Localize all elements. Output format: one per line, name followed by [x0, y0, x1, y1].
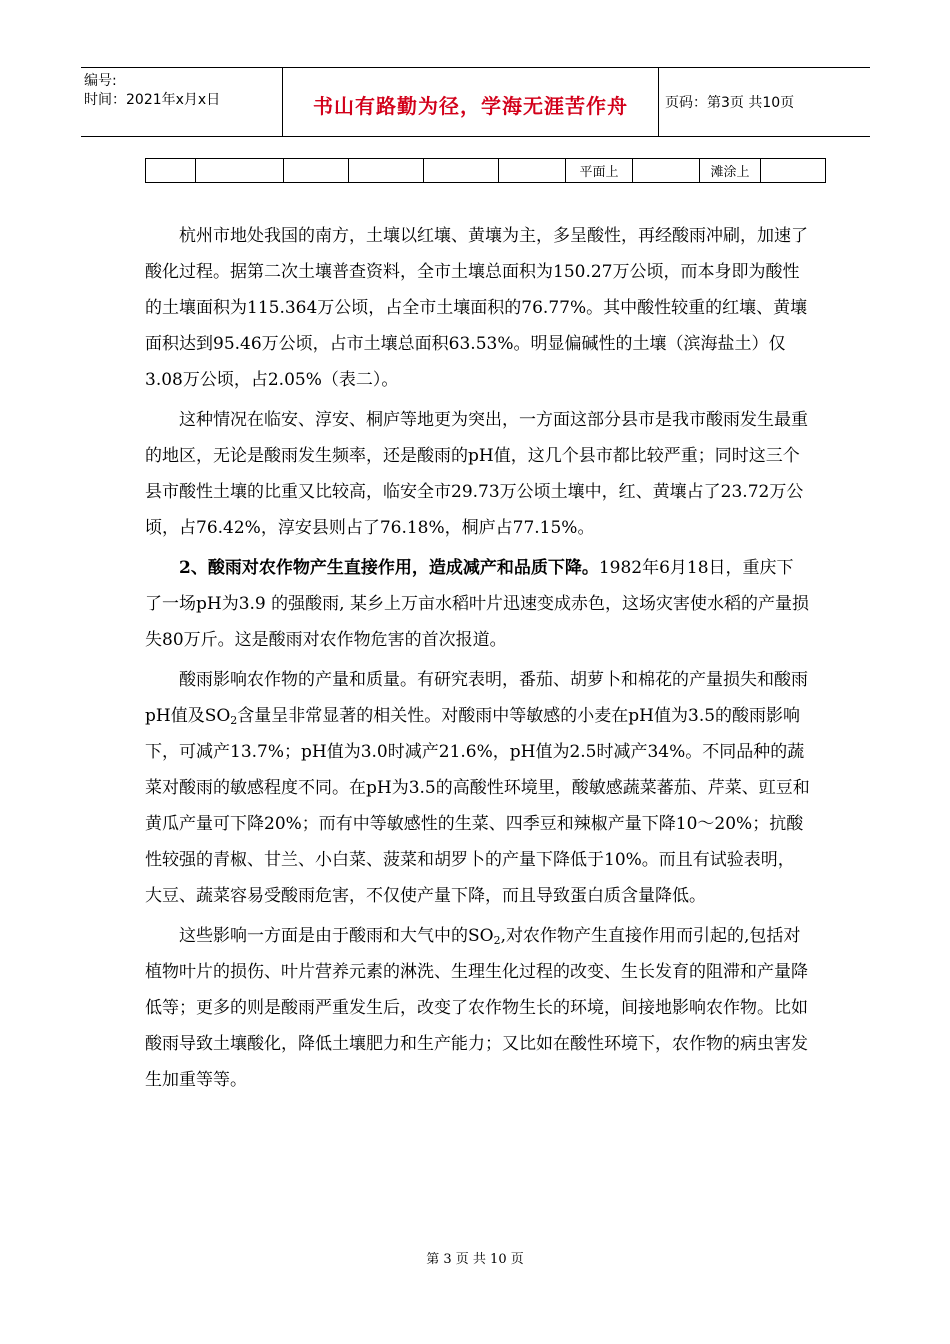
table-row: [146, 159, 826, 183]
paragraph-yield-quality: [145, 662, 810, 914]
paragraph-text: 1982年6月18日，重庆下了一场pH为3.9 的强酸雨, 某乡上万亩水稻叶片迅速变成赤色，这场灾害使水稻的产量损失80万斤。这是酸雨对农作物危害的首次报道。: [145, 558, 809, 650]
table-cell: 滩涂上: [700, 159, 761, 183]
paragraph-text: 酸雨影响农作物的产量和质量。有研究表明，番茄、胡萝卜和棉花的产量损失和酸雨pH值及SO: [145, 670, 808, 726]
header-info-cell: [81, 68, 282, 136]
header-page-code: 页码：第3页 共10页: [665, 95, 795, 111]
paragraph-soil-acidity: 杭州市地处我国的南方，土壤以红壤、黄壤为主，多呈酸性，再经酸雨冲刷，加速了酸化过程。据第二次土壤普查资料，全市土壤总面积为150.27万公顷，而本身即为酸性的土壤面积为115.364万公顷，占全市土壤面积的76.77%。其中酸性较重的红壤、黄壤面积达到95.46万公顷，占市土壤总面积63.53%。明显偏碱性的土壤（滨海盐土）仅3.08万公顷，占2.05%（表二）。: [145, 226, 808, 390]
paragraph-counties: 这种情况在临安、淳安、桐庐等地更为突出，一方面这部分县市是我市酸雨发生最重的地区，无论是酸雨发生频率，还是酸雨的pH值，这几个县市都比较严重；同时这三个县市酸性土壤的比重又比较高，临安全市29.73万公顷土壤中，红、黄壤占了23.72万公顷，占76.42%，淳安县则占了76.18%，桐庐占77.15%。: [145, 410, 808, 538]
section-heading: 2、酸雨对农作物产生直接作用，造成减产和品质下降。: [179, 558, 599, 578]
motto-text: 书山有路勤为径，学海无涯苦作舟: [313, 94, 628, 118]
table-cell: [499, 159, 566, 183]
subscript: 2: [493, 934, 501, 947]
page-footer: 第 3 页 共 10 页: [426, 1252, 524, 1267]
paragraph-crop-damage: [145, 550, 810, 658]
table-cell: [146, 159, 196, 183]
paragraph-text: ,对农作物产生直接作用而引起的,包括对植物叶片的损伤、叶片营养元素的淋洗、生理生化过程的改变、生长发育的阻滞和产量降低等；更多的则是酸雨严重发生后，改变了农作物生长的环境，间接地影响农作物。比如酸雨导致土壤酸化，降低土壤肥力和生产能力；又比如在酸性环境下，农作物的病虫害发生加重等等。: [145, 926, 808, 1090]
table-cell: [633, 159, 700, 183]
body-content: [145, 218, 810, 1102]
page-header: [81, 67, 870, 137]
time-label: 时间：2021年x月x日: [84, 92, 221, 108]
paragraph-mechanism: [145, 918, 810, 1098]
table-cell: [349, 159, 424, 183]
paragraph-text: 含量呈非常显著的相关性。对酸雨中等敏感的小麦在pH值为3.5的酸雨影响下，可减产13.7%；pH值为3.0时减产21.6%，pH值为2.5时减产34%。不同品种的蔬菜对酸雨的敏感程度不同。在pH为3.5的高酸性环境里，酸敏感蔬菜蕃茄、芹菜、豇豆和黄瓜产量可下降20%；而有中等敏感性的生菜、四季豆和辣椒产量下降10～20%；抗酸性较强的青椒、甘兰、小白菜、菠菜和胡罗卜的产量下降低于10%。而且有试验表明，大豆、蔬菜容易受酸雨危害，不仅使产量下降，而且导致蛋白质含量降低。: [145, 706, 810, 906]
table-cell: [424, 159, 499, 183]
table-cell: [284, 159, 349, 183]
table-cell: 平面上: [566, 159, 633, 183]
serial-label: 编号:: [84, 73, 117, 89]
table-cell: [196, 159, 284, 183]
table-fragment: [145, 158, 826, 183]
header-motto-cell: [282, 68, 659, 136]
paragraph-text: 这些影响一方面是由于酸雨和大气中的SO: [179, 926, 494, 946]
subscript: 2: [230, 714, 238, 727]
table-cell: [761, 159, 826, 183]
